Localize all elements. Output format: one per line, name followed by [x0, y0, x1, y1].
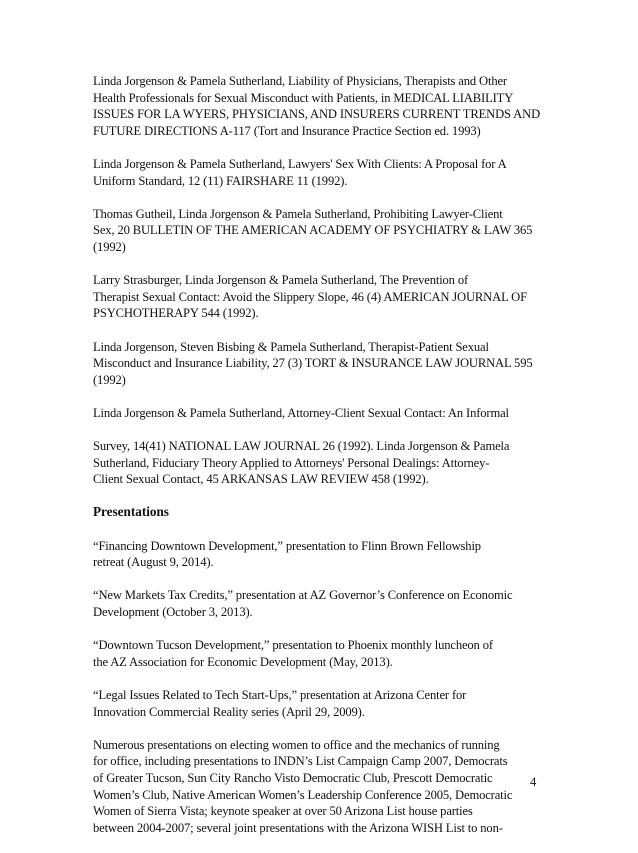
presentation-entry	[93, 737, 545, 837]
text-line: Linda Jorgenson & Pamela Sutherland, Liability of Physicians, Therapists and Other	[93, 74, 507, 88]
text-line: “Legal Issues Related to Tech Start-Ups,” presentation at Arizona Center for	[93, 687, 467, 702]
text-line: (1992)	[93, 372, 126, 387]
publication-entry	[93, 73, 545, 139]
publication-entry	[93, 272, 545, 322]
text-line: Misconduct and Insurance Liability, 27 (3) TORT & INSURANCE LAW JOURNAL 595	[93, 356, 533, 371]
publication-entry	[93, 206, 545, 256]
text-line: Sex, 20 BULLETIN OF THE AMERICAN ACADEMY OF PSYCHIATRY & LAW 365	[93, 223, 533, 238]
text-line: Larry Strasburger, Linda Jorgenson & Pamela Sutherland, The Prevention of	[93, 273, 469, 288]
publication-entry	[93, 438, 545, 488]
text-line: FUTURE DIRECTIONS A-117 (Tort and Insurance Practice Section ed. 1993)	[93, 123, 481, 138]
text-line: Thomas Gutheil, Linda Jorgenson & Pamela Sutherland, Prohibiting Lawyer-Client	[93, 206, 503, 221]
presentation-entry	[93, 538, 545, 571]
text-line: Women of Sierra Vista; keynote speaker at over 50 Arizona List house parties	[93, 804, 473, 819]
text-line: Client Sexual Contact, 45 ARKANSAS LAW REVIEW 458 (1992).	[93, 472, 429, 487]
text-line: Linda Jorgenson & Pamela Sutherland, Attorney-Client Sexual Contact: An Informal	[93, 405, 509, 420]
document-page	[93, 73, 545, 853]
section-heading-presentations: Presentations	[93, 504, 169, 520]
text-line: Therapist Sexual Contact: Avoid the Slippery Slope, 46 (4) AMERICAN JOURNAL OF	[93, 289, 527, 304]
text-line: Linda Jorgenson & Pamela Sutherland, Lawyers' Sex With Clients: A Proposal for A	[93, 156, 507, 171]
text-line: “New Markets Tax Credits,” presentation at AZ Governor’s Conference on Economic	[93, 588, 513, 603]
presentation-entry	[93, 637, 545, 670]
text-line: (1992)	[93, 239, 126, 254]
text-line: PSYCHOTHERAPY 544 (1992).	[93, 306, 259, 321]
text-line: retreat (August 9, 2014).	[93, 555, 214, 570]
publication-entry	[93, 339, 545, 389]
text-line: Women’s Club, Native American Women’s Leadership Conference 2005, Democratic	[93, 787, 513, 802]
text-line: between 2004-2007; several joint presentations with the Arizona WISH List to non-	[93, 820, 503, 835]
text-line: Numerous presentations on electing women to office and the mechanics of running	[93, 737, 500, 752]
text-line: the AZ Association for Economic Development (May, 2013).	[93, 654, 393, 669]
publication-entry	[93, 405, 545, 422]
text-line: Innovation Commercial Reality series (April 29, 2009).	[93, 704, 365, 719]
text-line: of Greater Tucson, Sun City Rancho Visto Democratic Club, Prescott Democratic	[93, 770, 493, 785]
text-line: Sutherland, Fiduciary Theory Applied to Attorneys' Personal Dealings: Attorney-	[93, 455, 490, 470]
text-line: Uniform Standard, 12 (11) FAIRSHARE 11 (1992).	[93, 173, 348, 188]
text-line: Survey, 14(41) NATIONAL LAW JOURNAL 26 (1992). Linda Jorgenson & Pamela	[93, 439, 510, 454]
text-line: “Downtown Tucson Development,” presentation to Phoenix monthly luncheon of	[93, 638, 493, 653]
text-line: Linda Jorgenson, Steven Bisbing & Pamela Sutherland, Therapist-Patient Sexual	[93, 339, 489, 354]
text-line: ISSUES FOR LA WYERS, PHYSICIANS, AND INSURERS CURRENT TRENDS AND	[93, 107, 541, 122]
page-number: 4	[530, 775, 537, 789]
presentation-entry	[93, 587, 545, 620]
text-line: Development (October 3, 2013).	[93, 605, 253, 619]
text-line: Health Professionals for Sexual Misconduct with Patients, in MEDICAL LIABILITY	[93, 90, 514, 105]
publication-entry	[93, 156, 545, 189]
text-line: for office, including presentations to INDN’s List Campaign Camp 2007, Democrats	[93, 754, 508, 769]
text-line: “Financing Downtown Development,” presentation to Flinn Brown Fellowship	[93, 538, 481, 553]
presentation-entry	[93, 687, 545, 720]
